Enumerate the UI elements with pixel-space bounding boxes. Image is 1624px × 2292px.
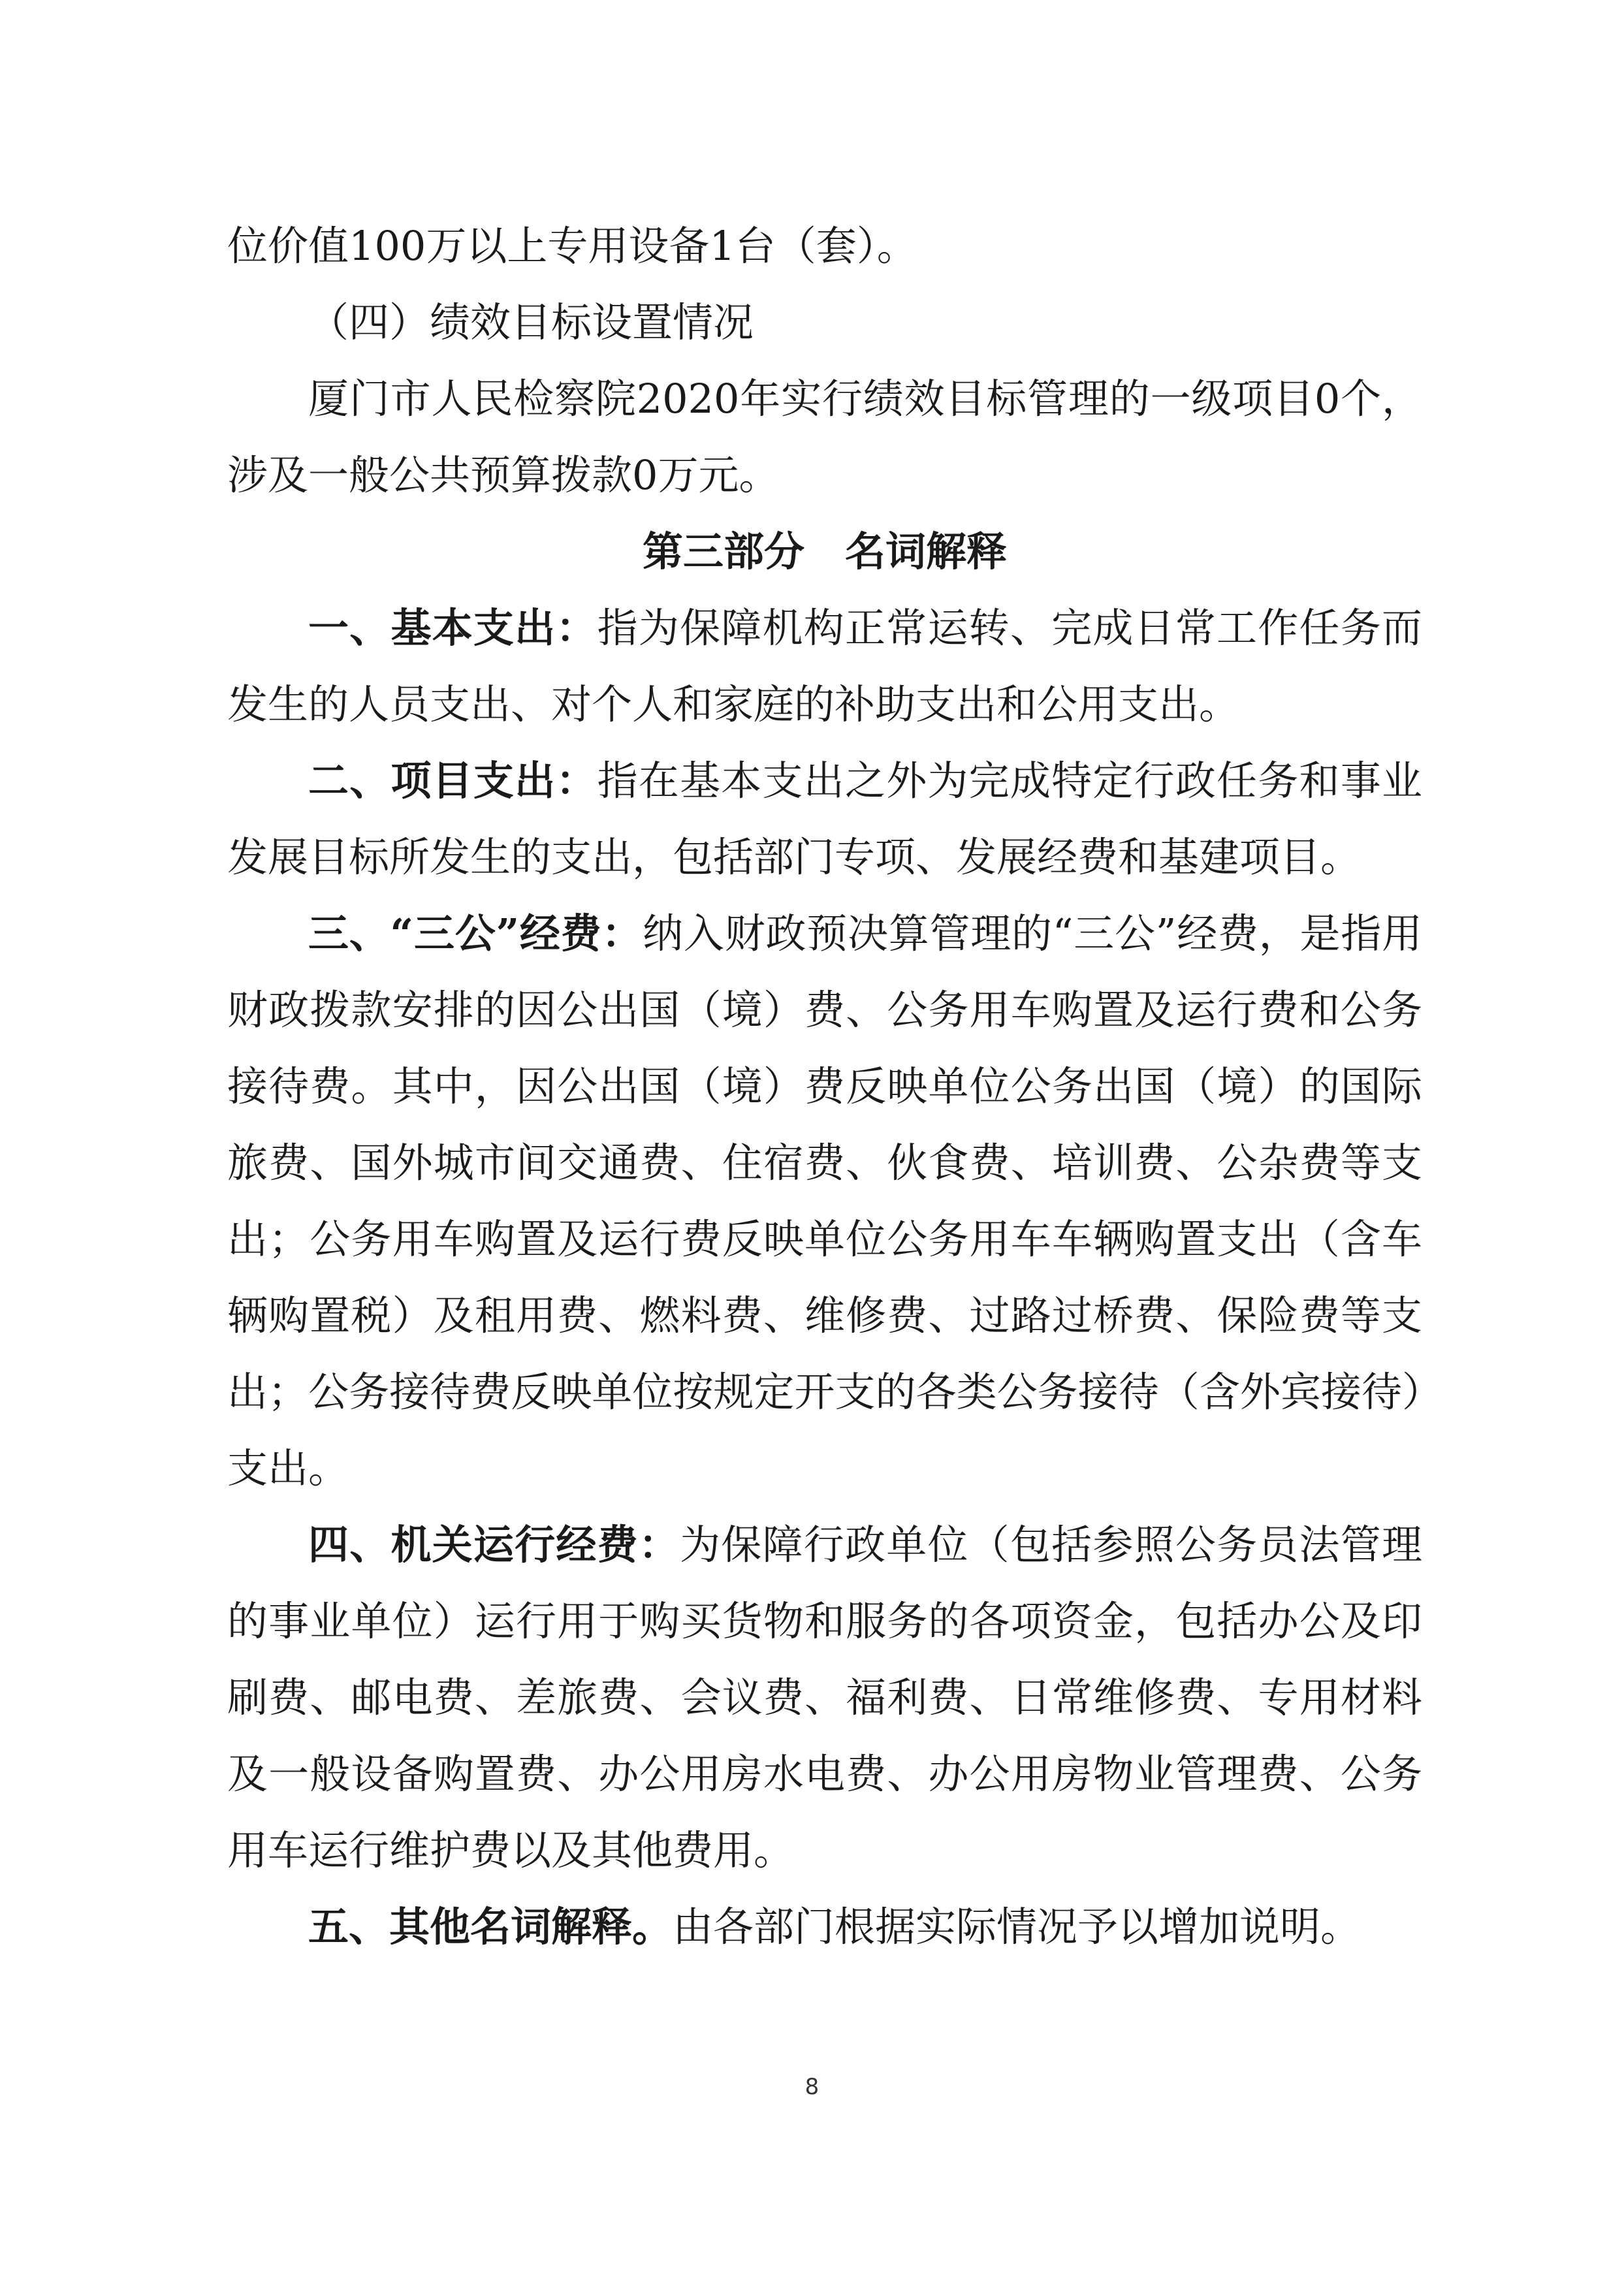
subheading-performance-goals: （四）绩效目标设置情况 bbox=[308, 298, 754, 346]
term-label: 五、其他名词解释。 bbox=[308, 1903, 673, 1950]
term-label: 三、“三公”经费： bbox=[308, 910, 643, 957]
term-label: 四、机关运行经费： bbox=[308, 1521, 680, 1568]
term-label: 一、基本支出： bbox=[308, 604, 597, 652]
term-definition: 指在基本支出之外为完成特定行政任务和事业发展目标所发生的支出，包括部门专项、发展经费和基建项目。 bbox=[227, 757, 1422, 881]
paragraph-equipment: 位价值100万以上专用设备1台（套）。 bbox=[227, 222, 917, 270]
term-definition: 纳入财政预决算管理的“三公”经费，是指用财政拨款安排的因公出国（境）费、公务用车购置及运行费和公务接待费。其中，因公出国（境）费反映单位公务出国（境）的国际旅费、国外城市间交通费、住宿费、伙食费、培训费、公杂费等支出；公务用车购置及运行费反映单位公务用车车辆购置支出（含车辆购置税）及租用费、燃料费、维修费、过路过桥费、保险费等支出；公务接待费反映单位按规定开支的各类公务接待（含外宾接待）支出。 bbox=[227, 910, 1422, 1492]
page-number: 8 bbox=[804, 2074, 820, 2100]
term-definition: 指为保障机构正常运转、完成日常工作任务而发生的人员支出、对个人和家庭的补助支出和公用支出。 bbox=[227, 604, 1422, 728]
term-label: 二、项目支出： bbox=[308, 757, 597, 804]
term-other-explanations bbox=[227, 1888, 1422, 1965]
body-text bbox=[227, 208, 1422, 1965]
term-definition: 为保障行政单位（包括参照公务员法管理的事业单位）运行用于购买货物和服务的各项资金，包括办公及印刷费、邮电费、差旅费、会议费、福利费、日常维修费、专用材料及一般设备购置费、办公用房水电费、办公用房物业管理费、公务用车运行维护费以及其他费用。 bbox=[227, 1521, 1422, 1874]
term-project-expenditure bbox=[227, 742, 1422, 895]
term-three-public-expenses bbox=[227, 895, 1422, 1506]
section-title: 第三部分 名词解释 bbox=[642, 528, 1007, 575]
term-basic-expenditure bbox=[227, 590, 1422, 742]
paragraph-performance-goals: 厦门市人民检察院2020年实行绩效目标管理的一级项目0个，涉及一般公共预算拨款0万元。 bbox=[227, 375, 1422, 499]
term-definition: 由各部门根据实际情况予以增加说明。 bbox=[673, 1903, 1361, 1950]
term-operating-expenses bbox=[227, 1506, 1422, 1888]
